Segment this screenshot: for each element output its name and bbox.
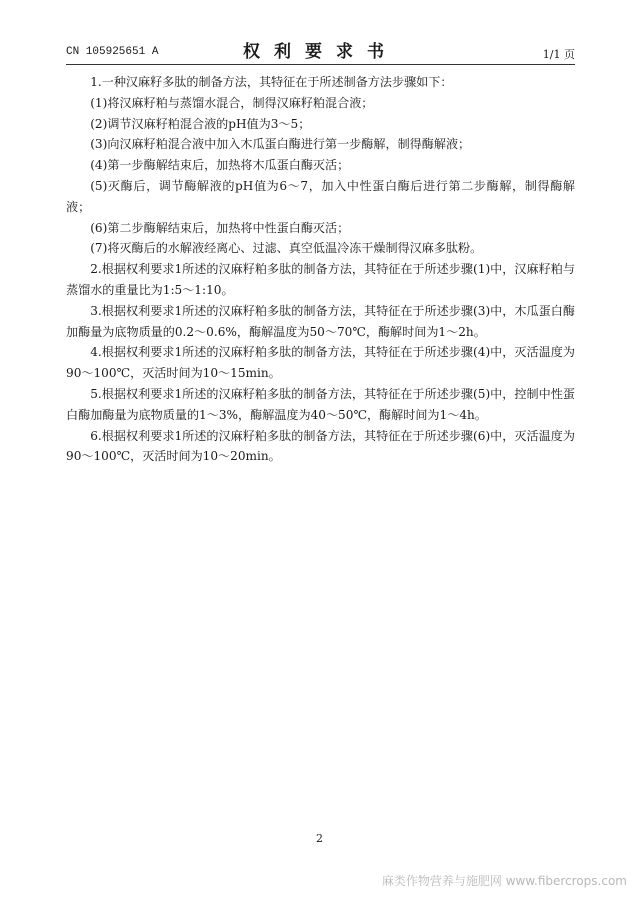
- claim-paragraph: 3.根据权利要求1所述的汉麻籽粕多肽的制备方法，其特征在于所述步骤(3)中，木瓜蛋白酶加酶量为底物质量的0.2～0.6%，酶解温度为50～70℃，酶解时间为1～2h。: [66, 303, 575, 339]
- claim-paragraph: (7)将灭酶后的水解液经离心、过滤、真空低温冷冻干燥制得汉麻多肽粉。: [90, 241, 483, 256]
- claim-paragraph: 4.根据权利要求1所述的汉麻籽粕多肽的制备方法，其特征在于所述步骤(4)中，灭活温度为90～100℃，灭活时间为10～15min。: [66, 345, 575, 381]
- header-divider: [66, 64, 575, 65]
- claim-paragraph: 2.根据权利要求1所述的汉麻籽粕多肽的制备方法，其特征在于所述步骤(1)中，汉麻籽粕与蒸馏水的重量比为1:5～1:10。: [66, 262, 575, 297]
- footer-page-number: 2: [316, 832, 323, 845]
- claim-paragraph: (3)向汉麻籽粕混合液中加入木瓜蛋白酶进行第一步酶解，制得酶解液；: [90, 137, 471, 152]
- claim-paragraph: 1.一种汉麻籽多肽的制备方法，其特征在于所述制备方法步骤如下：: [90, 75, 453, 89]
- header-page-indicator: 1/1 页: [542, 48, 575, 61]
- publication-number: CN 105925651 A: [66, 46, 159, 58]
- claim-paragraph: (5)灭酶后，调节酶解液的pH值为6～7，加入中性蛋白酶后进行第二步酶解，制得酶解液；: [66, 178, 575, 214]
- claim-paragraph: (2)调节汉麻籽粕混合液的pH值为3～5；: [90, 116, 311, 131]
- claim-paragraph: 5.根据权利要求1所述的汉麻籽粕多肽的制备方法，其特征在于所述步骤(5)中，控制中性蛋白酶加酶量为底物质量的1～3%，酶解温度为40～50℃，酶解时间为1～4h。: [66, 386, 575, 422]
- claim-paragraph: (1)将汉麻籽粕与蒸馏水混合，制得汉麻籽粕混合液；: [90, 95, 374, 110]
- claim-paragraph: (4)第一步酶解结束后，加热将木瓜蛋白酶灭活；: [90, 158, 350, 173]
- claim-paragraph: (6)第二步酶解结束后，加热将中性蛋白酶灭活；: [90, 220, 350, 235]
- document-header: [66, 36, 575, 62]
- document-title: 权利要求书: [243, 42, 398, 62]
- claim-paragraph: 6.根据权利要求1所述的汉麻籽粕多肽的制备方法，其特征在于所述步骤(6)中，灭活温度为90～100℃，灭活时间为10～20min。: [66, 428, 575, 464]
- claims-body: [66, 72, 575, 467]
- site-watermark: 麻类作物营养与施肥网 www.fibercrops.com: [381, 874, 627, 888]
